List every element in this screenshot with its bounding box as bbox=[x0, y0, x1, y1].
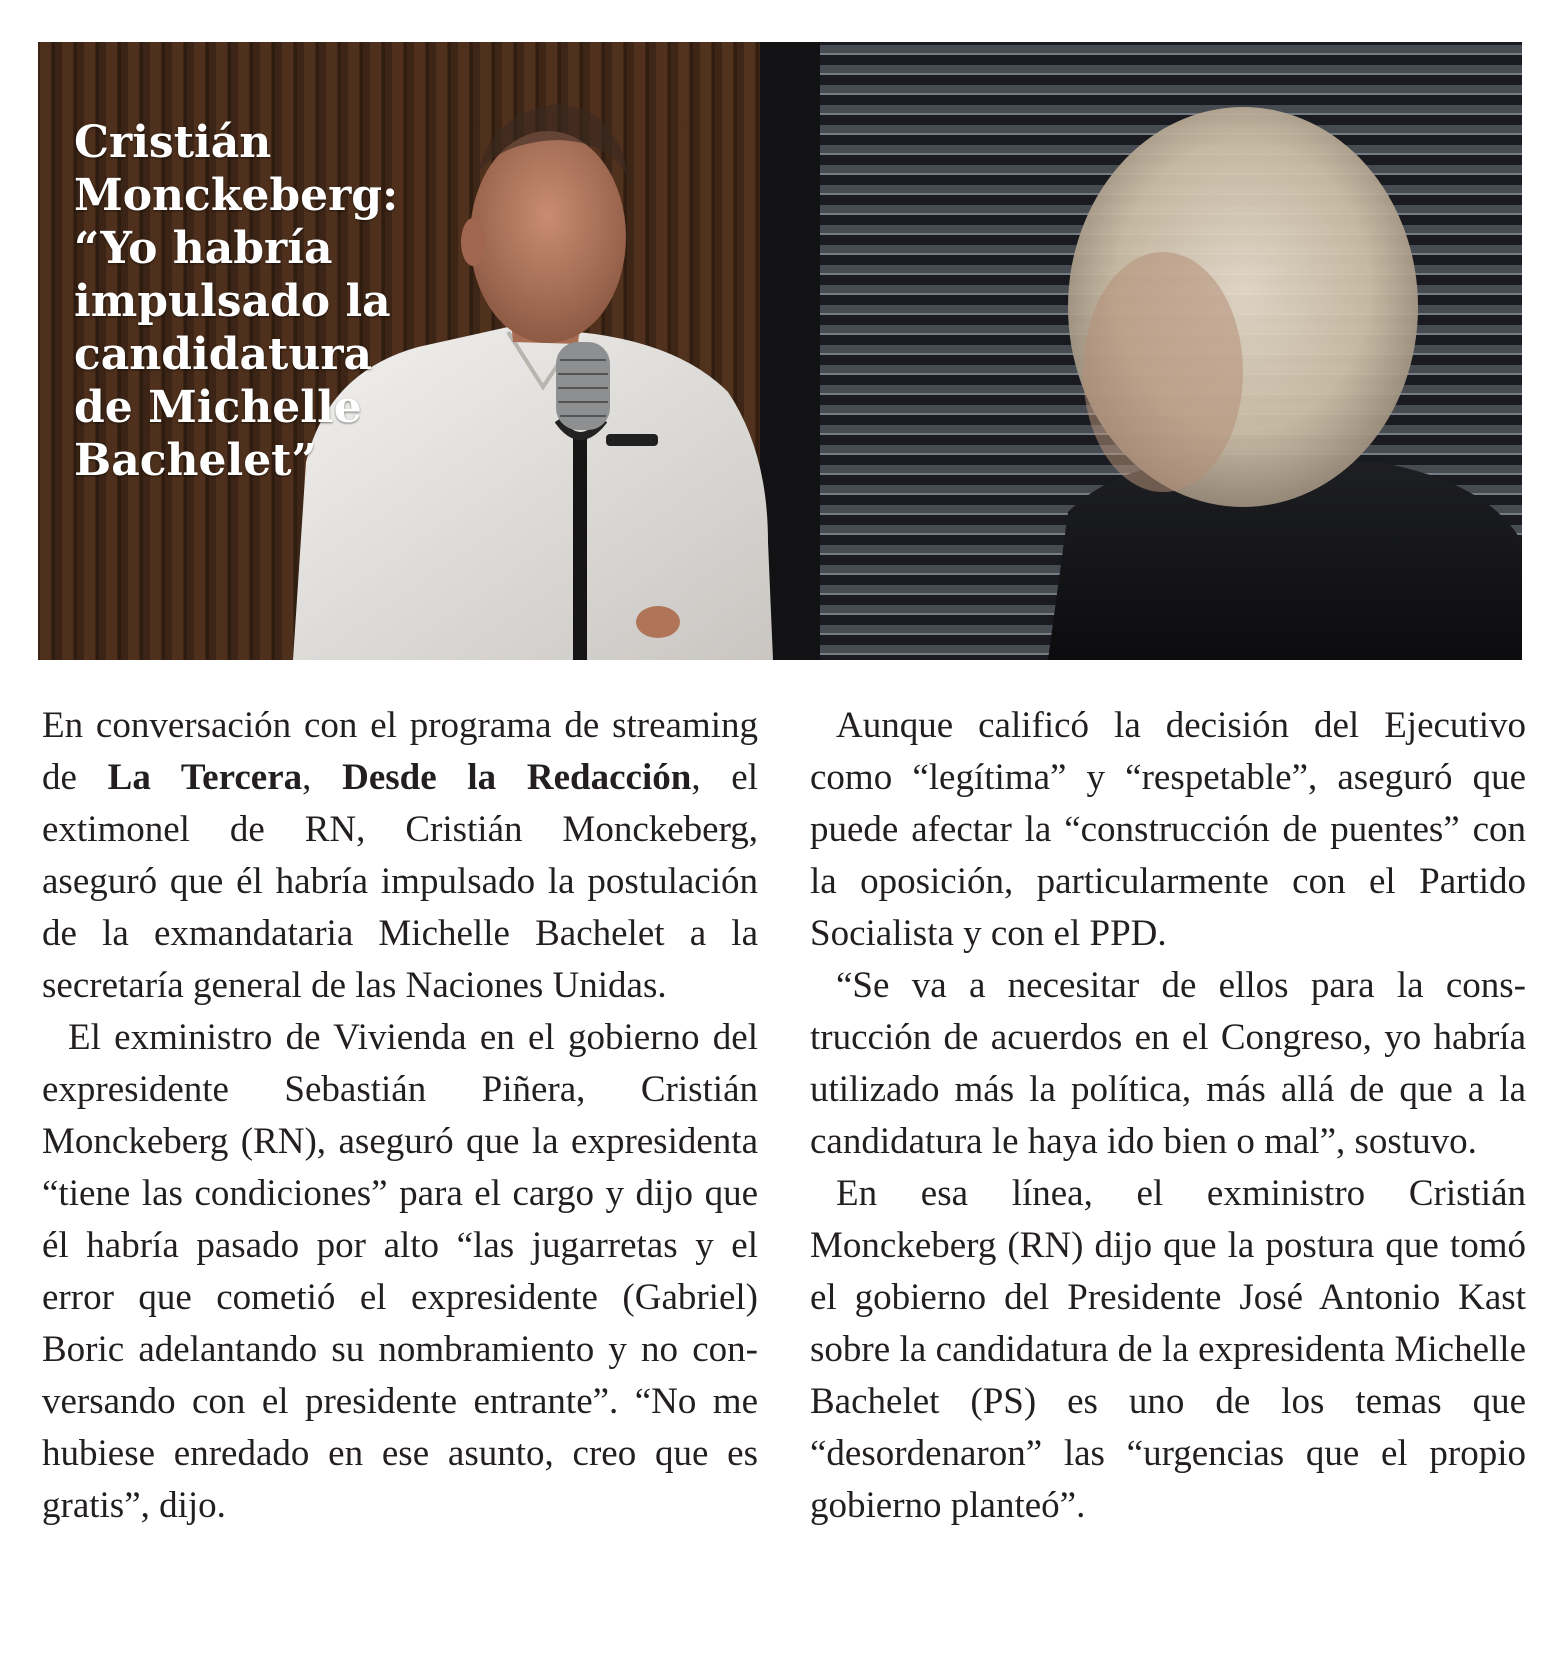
paragraph-3: Aunque calificó la decisión del Ejecutivo como “legítima” y “respetable”, aseguró que puede afectar la “construcción de puentes” con la oposición, particularmente con el Partido Socialista y con el PPD. bbox=[810, 705, 1526, 954]
article-column-right bbox=[810, 700, 1526, 1532]
headline-line: Bachelet” bbox=[74, 435, 317, 486]
paragraph-1-intro: En conversación con el programa de streaming de bbox=[42, 705, 758, 798]
headline-line: Monckeberg: bbox=[74, 170, 399, 221]
headline-line: “Yo habría bbox=[74, 223, 333, 274]
headline-line: candidatura bbox=[74, 329, 373, 380]
paragraph-1 bbox=[42, 700, 758, 1012]
paragraph-1-rest: , el extimonel de RN, Cristián Monckeberg, aseguró que él habría impulsado la postulación de la exmandataria Michelle Bachelet a la secretaría general de las Naciones Unidas. bbox=[42, 757, 758, 1006]
outlet-name: La Tercera bbox=[107, 757, 303, 798]
headline bbox=[74, 116, 398, 487]
article-column-left bbox=[42, 700, 758, 1532]
article-photo bbox=[38, 42, 1522, 660]
paragraph-1-sep: , bbox=[302, 757, 343, 798]
headline-line: impulsado la bbox=[74, 276, 391, 327]
paragraph-2: El exministro de Vivienda en el gobierno del expresidente Sebastián Piñera, Cristián Monckeberg (RN), aseguró que la expresidenta “tiene las condiciones” para el cargo y dijo que él habría pasado por alto “las jugarretas y el error que cometió el expresidente (Gabriel) Boric adelantando su nombramiento y no conversando con el presidente entrante”. “No me hubiese enredado en ese asunto, creo que es gratis”, dijo. bbox=[42, 1017, 758, 1526]
paragraph-4: “Se va a necesitar de ellos para la construcción de acuerdos en el Congreso, yo habría utilizado más la política, más allá de que a la candidatura le haya ido bien o mal”, sostuvo. bbox=[810, 965, 1526, 1162]
show-name: Desde la Redacción bbox=[342, 757, 692, 798]
paragraph-5: En esa línea, el exministro Cristián Monckeberg (RN) dijo que la postura que tomó el gobierno del Presidente José Antonio Kast sobre la candidatura de la expresidenta Michelle Bachelet (PS) es uno de los temas que “desordenaron” las “urgencias que el propio gobierno planteó”. bbox=[810, 1173, 1526, 1526]
headline-line: de Michelle bbox=[74, 382, 362, 433]
headline-line: Cristián bbox=[74, 117, 272, 168]
